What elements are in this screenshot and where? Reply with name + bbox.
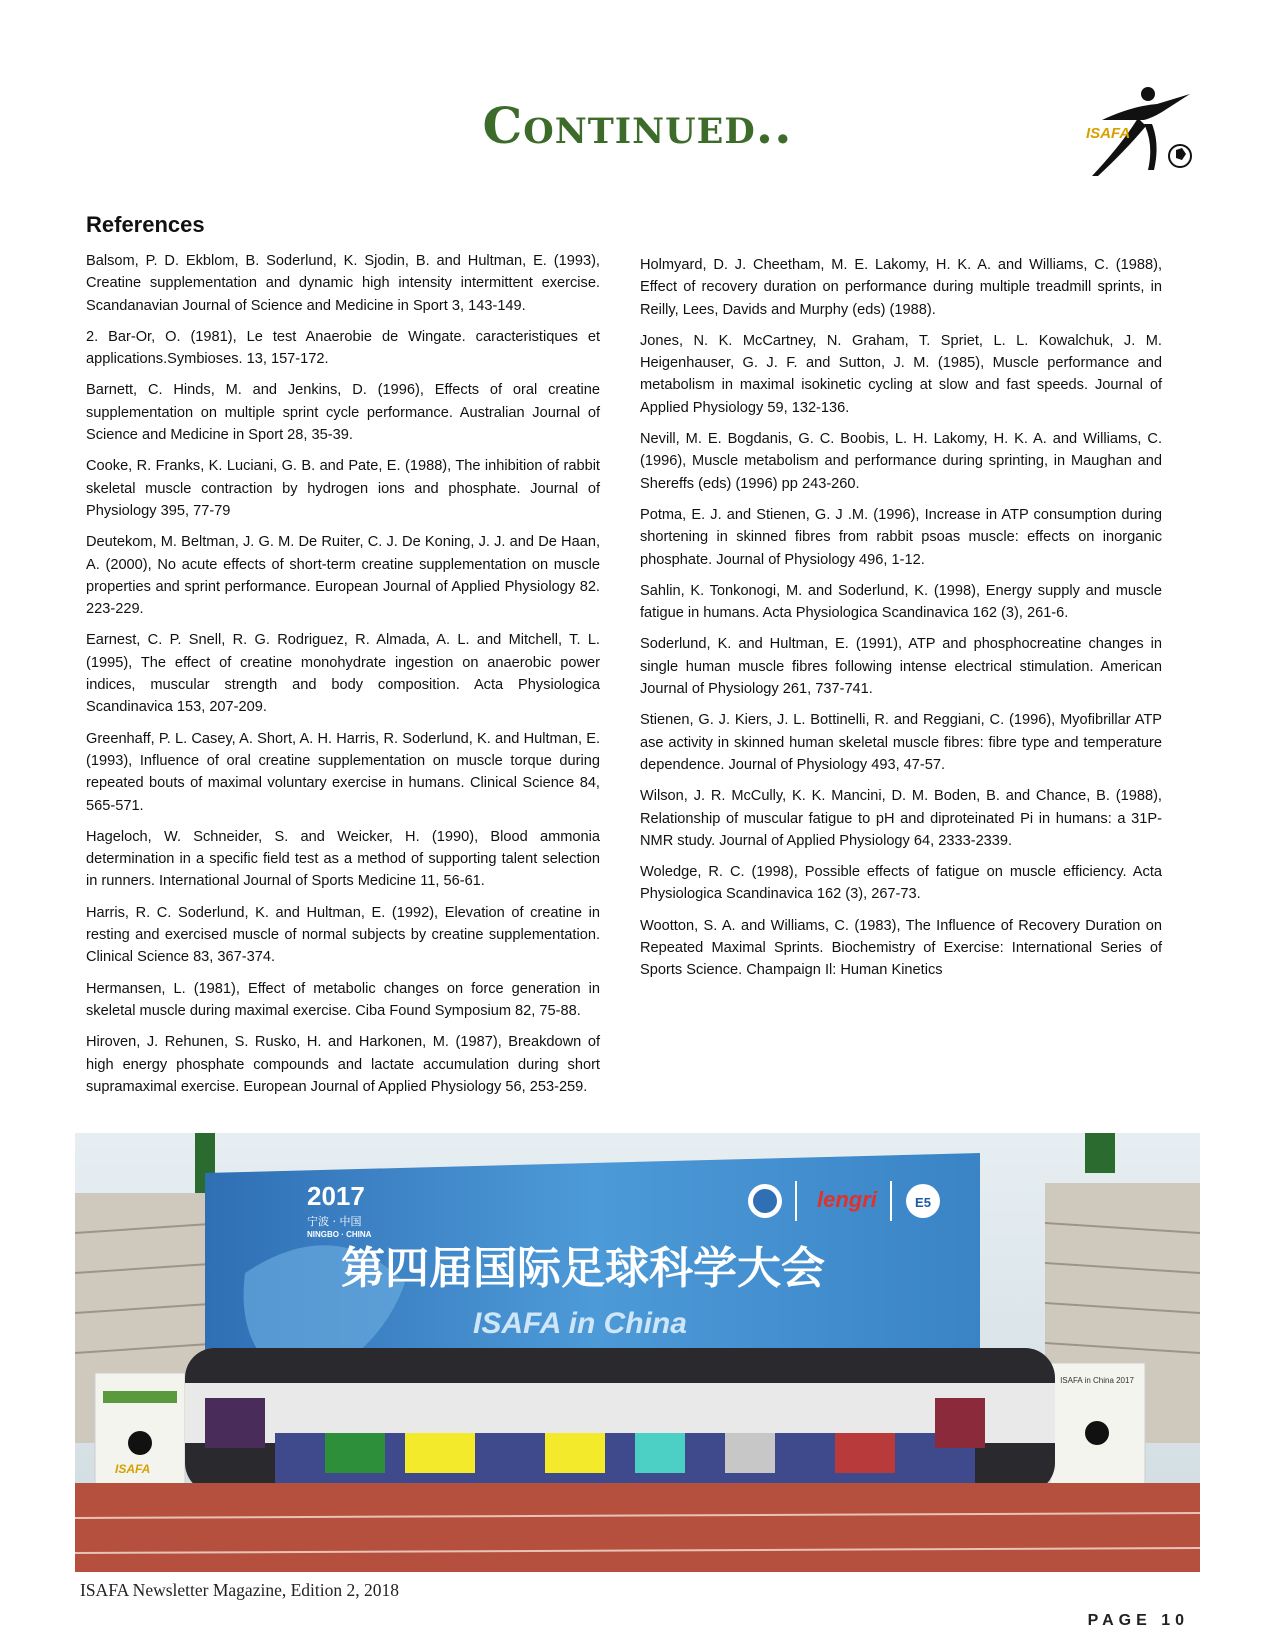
logo-text: ISAFA xyxy=(1086,125,1131,142)
svg-text:E5: E5 xyxy=(915,1195,931,1210)
banner-city-cn: 宁波 · 中国 xyxy=(307,1215,362,1228)
banner-city: NINGBO · CHINA xyxy=(307,1230,372,1239)
reference-item: Deutekom, M. Beltman, J. G. M. De Ruiter, C. J. De Koning, J. J. and De Haan, A. (2000), No acute effects of short-term creatine supplementation on muscle properties and sprint performance. European Journal of Applied Physiology 82. 223-229. xyxy=(86,534,600,618)
running-track xyxy=(75,1483,1200,1572)
page-number: PAGE 10 xyxy=(1087,1612,1189,1629)
reference-item: Hermansen, L. (1981), Effect of metabolic changes on force generation in skeletal muscle during maximal exercise. Ciba Found Symposium 82, 75-88. xyxy=(86,980,600,1019)
crowd xyxy=(185,1348,1055,1493)
reference-item: Wilson, J. R. McCully, K. K. Mancini, D. M. Boden, B. and Chance, B. (1988), Relationship of muscular fatigue to pH and diproteinated Pi in humans: a 31P-NMR study. Journal of Applied Physiology 64, 2333-2339. xyxy=(640,788,1162,849)
reference-item: Nevill, M. E. Bogdanis, G. C. Boobis, L. H. Lakomy, H. K. A. and Williams, C. (1996), Muscle metabolism and performance during sprinting, in Maughan and Shereffs (eds) (1996) pp 243-260. xyxy=(640,431,1162,492)
reference-item: 2. Bar-Or, O. (1981), Le test Anaerobie de Wingate. caracteristiques et applications.Symbioses. 13, 157-172. xyxy=(86,328,600,368)
standee-logo-text: ISAFA xyxy=(115,1462,151,1476)
reference-item: Wootton, S. A. and Williams, C. (1983), The Influence of Recovery Duration on Repeated Maximal Sprints. Biochemistry of Exercise: International Series of Sports Science. Champaign Il: Human Kinetics xyxy=(640,917,1162,979)
reference-item: Stienen, G. J. Kiers, J. L. Bottinelli, R. and Reggiani, C. (1996), Myofibrillar ATP ase activity in skinned human skeletal muscle fibres: fibre type and temperature dependence. Journal of Physiology 493, 47-57. xyxy=(640,712,1162,773)
reference-item: Cooke, R. Franks, K. Luciani, G. B. and Pate, E. (1988), The inhibition of rabbit skeletal muscle contraction by hydrogen ions and phosphate. Journal of Physiology 395, 77-79 xyxy=(86,458,600,519)
reference-item: Sahlin, K. Tonkonogi, M. and Soderlund, K. (1998), Energy supply and muscle fatigue in humans. Acta Physiologica Scandinavica 162 (3), 261-6. xyxy=(640,582,1162,622)
reference-item: Hageloch, W. Schneider, S. and Weicker, H. (1990), Blood ammonia determination in a specific field test as a method of supporting talent selection in runners. International Journal of Sports Medicine 11, 56-61. xyxy=(86,828,600,890)
banner-title-cn: 第四届国际足球科学大会 xyxy=(341,1243,825,1294)
banner-year: 2017 xyxy=(307,1181,365,1211)
standee-text: ISAFA in China 2017 xyxy=(1060,1376,1134,1385)
reference-item: Earnest, C. P. Snell, R. G. Rodriguez, R. Almada, A. L. and Mitchell, T. L. (1995), The effect of creatine monohydrate ingestion on anaerobic power indices, muscular strength and body composition. Acta Physiologica Scandinavica 153, 207-209. xyxy=(86,632,600,716)
banner-subtitle: ISAFA in China xyxy=(473,1307,687,1340)
reference-item: Greenhaff, P. L. Casey, A. Short, A. H. Harris, R. Soderlund, K. and Hultman, E. (1993), Influence of oral creatine supplementation on muscle torque during repeated bouts of maximal voluntary exercise in humans. Clinical Science 84, 565-571. xyxy=(86,730,600,814)
reference-item: Hiroven, J. Rehunen, S. Rusko, H. and Harkonen, M. (1987), Breakdown of high energy phosphate compounds and lactate accumulation during short supramaximal exercise. European Journal of Applied Physiology 56, 253-259. xyxy=(86,1034,600,1095)
sponsor-logo: lengri xyxy=(817,1187,877,1212)
references-right-column xyxy=(640,254,1162,991)
references-left-column xyxy=(86,250,600,1107)
reference-item: Balsom, P. D. Ekblom, B. Soderlund, K. Sjodin, B. and Hultman, E. (1993), Creatine supplementation and dynamic high intensity intermittent exercise. Scandanavian Journal of Science and Medicine in Sport 3, 143-149. xyxy=(86,253,600,314)
reference-item: Harris, R. C. Soderlund, K. and Hultman, E. (1992), Elevation of creatine in resting and exercised muscle of normal subjects by creatine supplementation. Clinical Science 83, 367-374. xyxy=(86,904,600,966)
references-heading: References xyxy=(86,212,205,237)
reference-item: Barnett, C. Hinds, M. and Jenkins, D. (1996), Effects of oral creatine supplementation on multiple sprint cycle performance. Australian Journal of Science and Medicine in Sport 28, 35-39. xyxy=(86,382,600,444)
reference-item: Holmyard, D. J. Cheetham, M. E. Lakomy, H. K. A. and Williams, C. (1988), Effect of recovery duration on performance during multiple treadmill sprints, in Reilly, Lees, Davids and Murphy (eds) (1988). xyxy=(640,257,1162,318)
footer-publication: ISAFA Newsletter Magazine, Edition 2, 2018 xyxy=(80,1580,399,1600)
reference-item: Jones, N. K. McCartney, N. Graham, T. Spriet, L. L. Kowalchuk, J. M. Heigenhauser, G. J. F. and Sutton, J. M. (1985), Muscle performance and metabolism in maximal isokinetic cycling at slow and fast speeds. Journal of Applied Physiology 59, 132-136. xyxy=(640,332,1162,416)
reference-item: Potma, E. J. and Stienen, G. J .M. (1996), Increase in ATP consumption during shortening in skinned fibres from rabbit psoas muscle: effects on inorganic phosphate. Journal of Physiology 496, 1-12. xyxy=(640,506,1162,568)
group-photo xyxy=(75,1133,1200,1572)
reference-item: Soderlund, K. and Hultman, E. (1991), ATP and phosphocreatine changes in single human muscle fibres following intense electrical stimulation. American Journal of Physiology 261, 737-741. xyxy=(640,636,1162,698)
isafa-logo xyxy=(1082,84,1192,184)
page-title: Continued.. xyxy=(482,96,793,155)
reference-item: Woledge, R. C. (1998), Possible effects of fatigue on muscle efficiency. Acta Physiologica Scandinavica 162 (3), 267-73. xyxy=(640,864,1162,903)
